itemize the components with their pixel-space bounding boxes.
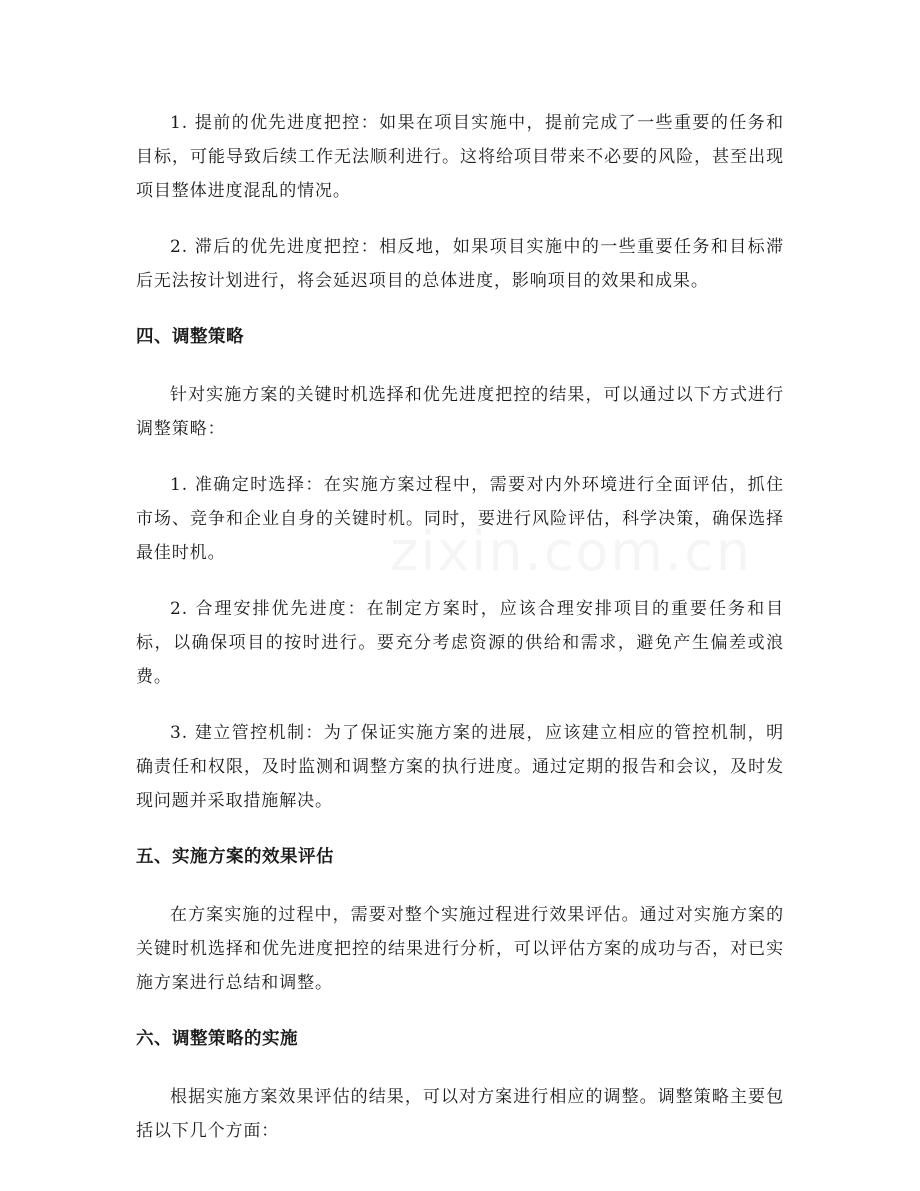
paragraph-control-mechanism: 3. 建立管控机制：为了保证实施方案的进展，应该建立相应的管控机制，明确责任和权限，及时监测和调整方案的执行进度。通过定期的报告和会议，及时发现问题并采取措施解决。	[136, 723, 784, 811]
heading-effect-evaluation: 五、实施方案的效果评估	[136, 847, 334, 867]
paragraph-effect-evaluation: 在方案实施的过程中，需要对整个实施过程进行效果评估。通过对实施方案的关键时机选择和优先进度把控的结果进行分析，可以评估方案的成功与否，对已实施方案进行总结和调整。	[136, 905, 784, 993]
heading-adjustment-strategy: 四、调整策略	[136, 327, 244, 347]
paragraph-early-priority-control: 1. 提前的优先进度把控：如果在项目实施中，提前完成了一些重要的任务和目标，可能导致后续工作无法顺利进行。这将给项目带来不必要的风险，甚至出现项目整体进度混乱的情况。	[136, 113, 784, 201]
paragraph-reasonable-priority: 2. 合理安排优先进度：在制定方案时，应该合理安排项目的重要任务和目标，以确保项目的按时进行。要充分考虑资源的供给和需求，避免产生偏差或浪费。	[136, 599, 784, 687]
paragraph-adjustment-intro: 针对实施方案的关键时机选择和优先进度把控的结果，可以通过以下方式进行调整策略：	[136, 385, 784, 439]
paragraph-accurate-timing: 1. 准确定时选择：在实施方案过程中，需要对内外环境进行全面评估，抓住市场、竞争和企业自身的关键时机。同时，要进行风险评估，科学决策，确保选择最佳时机。	[136, 475, 784, 563]
heading-strategy-implementation: 六、调整策略的实施	[136, 1029, 298, 1049]
document-body	[136, 106, 784, 1170]
paragraph-late-priority-control: 2. 滞后的优先进度把控：相反地，如果项目实施中的一些重要任务和目标滞后无法按计划进行，将会延迟项目的总体进度，影响项目的效果和成果。	[136, 237, 784, 291]
paragraph-strategy-implementation: 根据实施方案效果评估的结果，可以对方案进行相应的调整。调整策略主要包括以下几个方面：	[136, 1087, 784, 1141]
